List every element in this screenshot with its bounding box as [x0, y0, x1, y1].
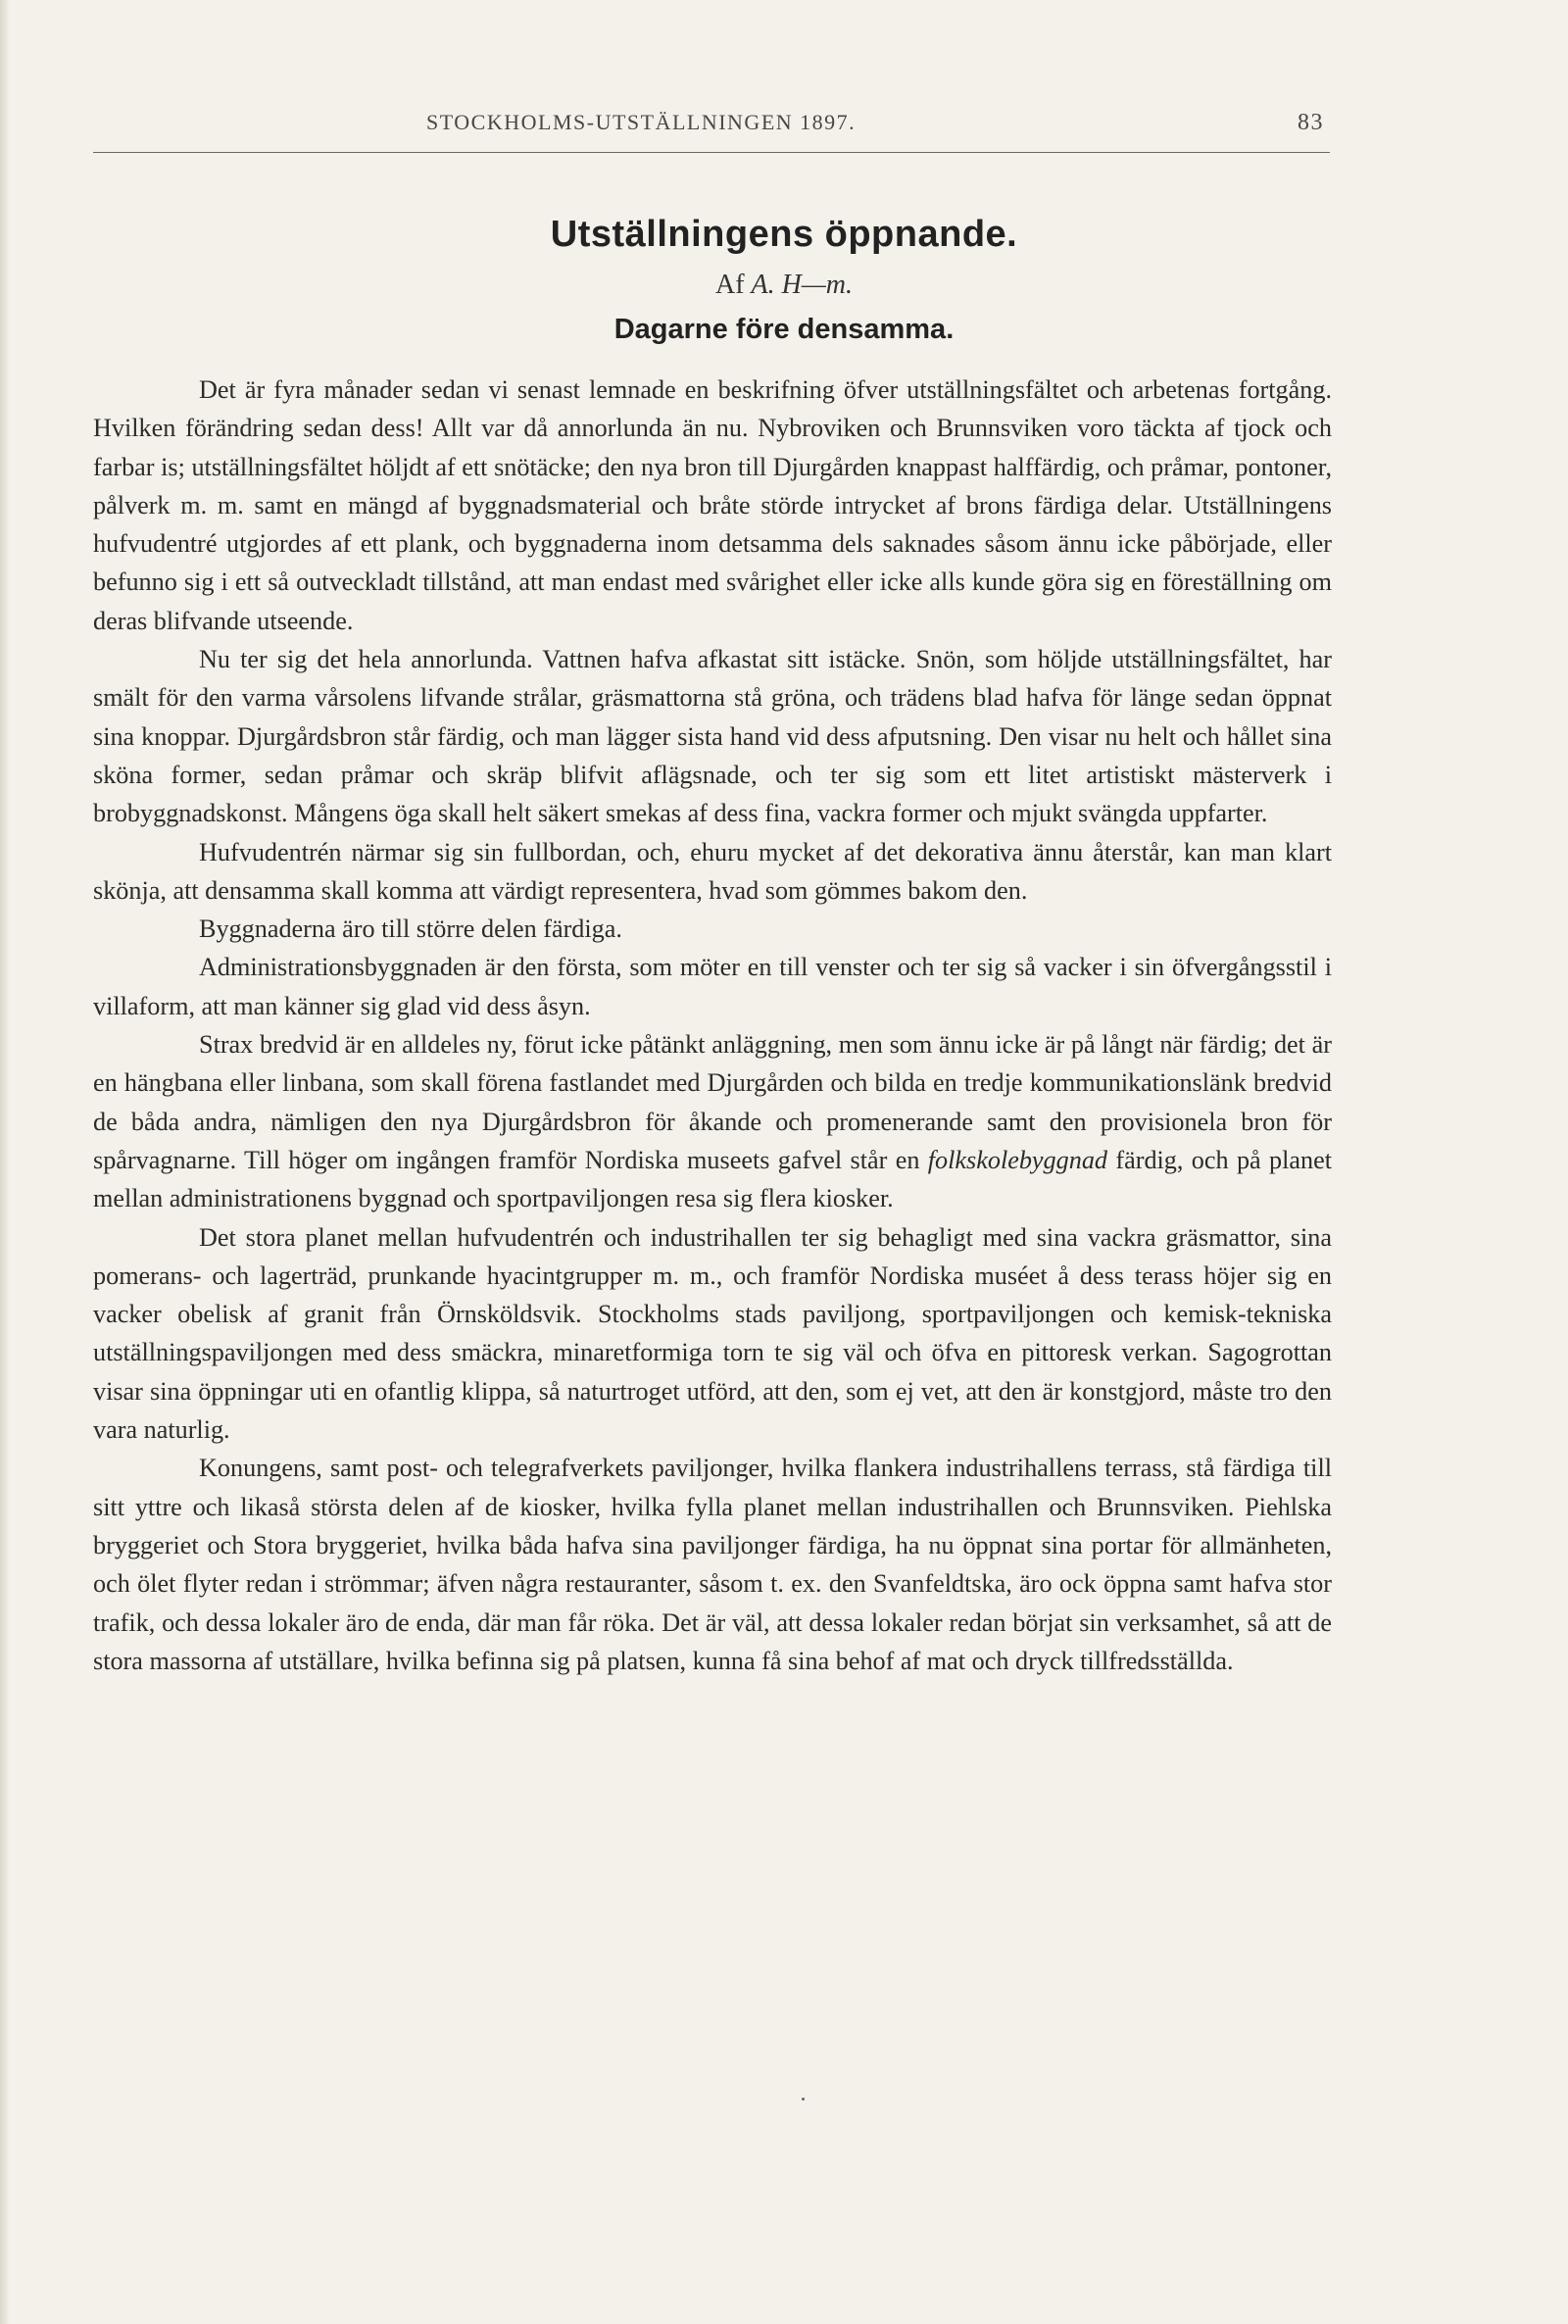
- paragraph: [93, 1025, 1332, 1217]
- header-rule: [93, 152, 1330, 153]
- byline: [0, 270, 1568, 301]
- text-run: Strax bredvid är en alldeles ny, förut icke påtänkt anläggning, men som ännu icke är på långt när färdig; det är en hängbana eller linbana, som skall förena fastlandet med Djurgården och bilda en tredje kommunikationslänk bredvid de båda andra, nämligen den nya Djurgårdsbron för åkande och promenerande samt den provisionela bron för spårvagnarne. Till höger om ingången framför Nordiska museets gafvel står en: [93, 1030, 1332, 1174]
- page-number: 83: [1298, 110, 1324, 135]
- running-head: [93, 106, 1328, 145]
- paragraph: Det stora planet mellan hufvudentrén och industrihallen ter sig behagligt med sina vackra gräsmattor, sina pomerans- och lagerträd, prunkande hyacintgrupper m. m., och framför Nordiska muséet å dess terass höjer sig en vacker obelisk af granit från Örnsköldsvik. Stockholms stads paviljong, sportpaviljongen och kemisk-tekniska utställningspaviljongen med dess smäckra, minaretformiga torn te sig väl och öfva en pittoresk verkan. Sagogrottan visar sina öppningar uti en ofantlig klippa, så naturtroget utförd, att den, som ej vet, att den är konstgjord, måste tro den vara naturlig.: [93, 1222, 1332, 1445]
- section-heading: Dagarne före densamma.: [613, 314, 955, 345]
- author-name: A. H—m.: [751, 270, 853, 300]
- paragraph: Nu ter sig det hela annorlunda. Vattnen hafva afkastat sitt istäcke. Snön, som höljde utställningsfältet, har smält för den varma vårsolens lifvande strålar, gräsmattorna stå gröna, och trädens blad hafva för länge sedan öppnat sina knoppar. Djurgårdsbron står färdig, och man lägger sista hand vid dess afputsning. Den visar nu helt och hållet sina sköna former, sedan pråmar och skräp blifvit aflägsnade, och ter sig som ett litet artistiskt mästerverk i brobyggnadskonst. Mångens öga skall helt säkert smekas af dess fina, vackra former och mjukt svängda uppfarter.: [93, 645, 1332, 828]
- article-body: [93, 371, 1332, 1680]
- emphasized-term: folkskolebyggnad: [927, 1145, 1108, 1174]
- article-title: Utställningens öppnande.: [550, 214, 1018, 255]
- paragraph: Det är fyra månader sedan vi senast lemnade en beskrifning öfver utställningsfältet och arbetenas fortgång. Hvilken förändring sedan dess! Allt var då annorlunda än nu. Nybroviken och Brunnsviken voro täckta af tjock och farbar is; utställningsfältet höljdt af ett snötäcke; den nya bron till Djurgården knappast halffärdig, och pråmar, pontoner, pålverk m. m. samt en mängd af byggnadsmaterial och bråte störde intrycket af brons färdiga delar. Utställningens hufvudentré utgjordes af ett plank, och byggnaderna inom detsamma dels saknades såsom ännu icke påbörjade, eller befunno sig i ett så outveckladt tillstånd, att man endast med svårighet eller icke alls kunde göra sig en föreställning om deras blifvande utseende.: [93, 375, 1332, 635]
- paragraph: Administrationsbyggnaden är den första, som möter en till venster och ter sig så vacker i sin öfvergångsstil i villaform, att man känner sig glad vid dess åsyn.: [93, 953, 1332, 1020]
- paper-speck: [802, 2098, 805, 2101]
- paragraph: Konungens, samt post- och telegrafverkets paviljonger, hvilka flankera industrihallens terrass, stå färdiga till sitt yttre och likaså största delen af de kiosker, hvilka fylla planet mellan industrihallen och Brunnsviken. Piehlska bryggeriet och Stora bryggeriet, hvilka båda hafva sina paviljonger färdiga, ha nu öppnat sina portar för allmänheten, och ölet flyter redan i strömmar; äfven några restauranter, såsom t. ex. den Svanfeldtska, äro ock öppna samt hafva stor trafik, och dessa lokaler äro de enda, där man får röka. Det är väl, att dessa lokaler redan börjat sin verksamhet, så att de stora massorna af utställare, hvilka befinna sig på platsen, kunna få sina behof af mat och dryck tillfredsställda.: [93, 1454, 1332, 1675]
- byline-prefix: Af: [715, 270, 745, 300]
- text-run: färdig, och på planet mellan administrationens byggnad och sportpaviljongen resa sig flera kiosker.: [93, 1145, 1333, 1213]
- paragraph: Byggnaderna äro till större delen färdiga.: [199, 915, 622, 944]
- paragraph: Hufvudentrén närmar sig sin fullbordan, och, ehuru mycket af det dekorativa ännu återstår, kan man klart skönja, att densamma skall komma att värdigt representera, hvad som gömmes bakom den.: [93, 837, 1332, 905]
- page-spine-shadow: [0, 0, 10, 2324]
- running-title: STOCKHOLMS-UTSTÄLLNINGEN 1897.: [426, 110, 857, 134]
